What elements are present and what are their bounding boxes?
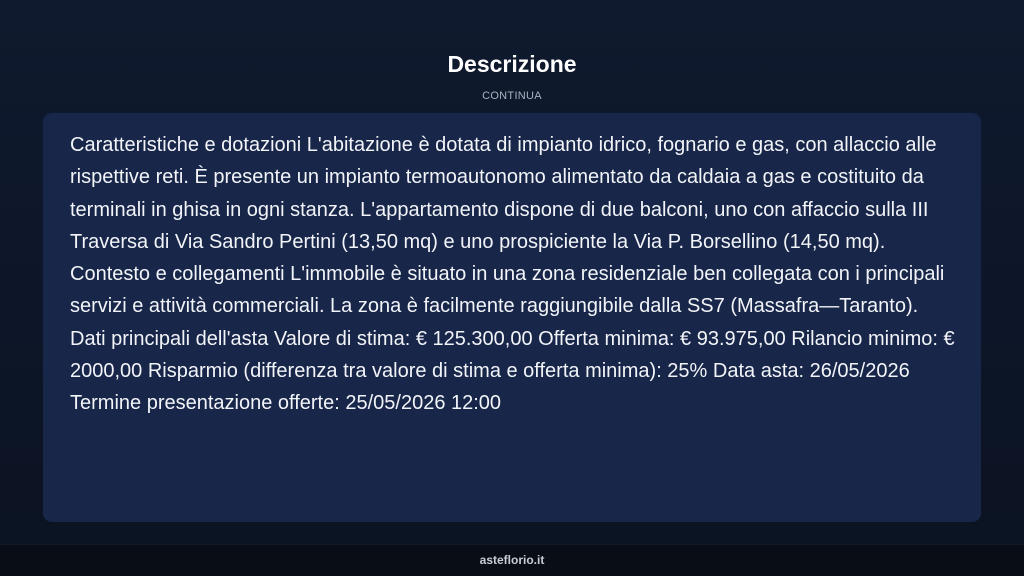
footer-bar [0,544,1024,576]
footer-site-label: asteflorio.it [479,553,545,567]
description-text: Caratteristiche e dotazioni L'abitazione è dotata di impianto idrico, fognario e gas, con allaccio alle rispettive reti. È presente un impianto termoautonomo alimentato da caldaia a gas e costituito da terminali in ghisa in ogni stanza. L'appartamento dispone di due balconi, uno con affaccio sulla III Traversa di Via Sandro Pertini (13,50 mq) e uno prospiciente la Via P. Borsellino (14,50 mq). Contesto e collegamenti L'immobile è situato in una zona residenziale ben collegata con i principali servizi e attività commerciali. La zona è facilmente raggiungibile dalla SS7 (Massafra—Taranto). Dati principali dell'asta Valore di stima: € 125.300,00 Offerta minima: € 93.975,00 Rilancio minimo: € 2000,00 Risparmio (differenza tra valore di stima e offerta minima): 25% Data asta: 26/05/2026 Termine presentazione offerte: 25/05/2026 12:00 [70,134,955,415]
page-subtitle: CONTINUA [482,90,542,102]
description-card [43,113,981,522]
page-title: Descrizione [447,51,577,77]
